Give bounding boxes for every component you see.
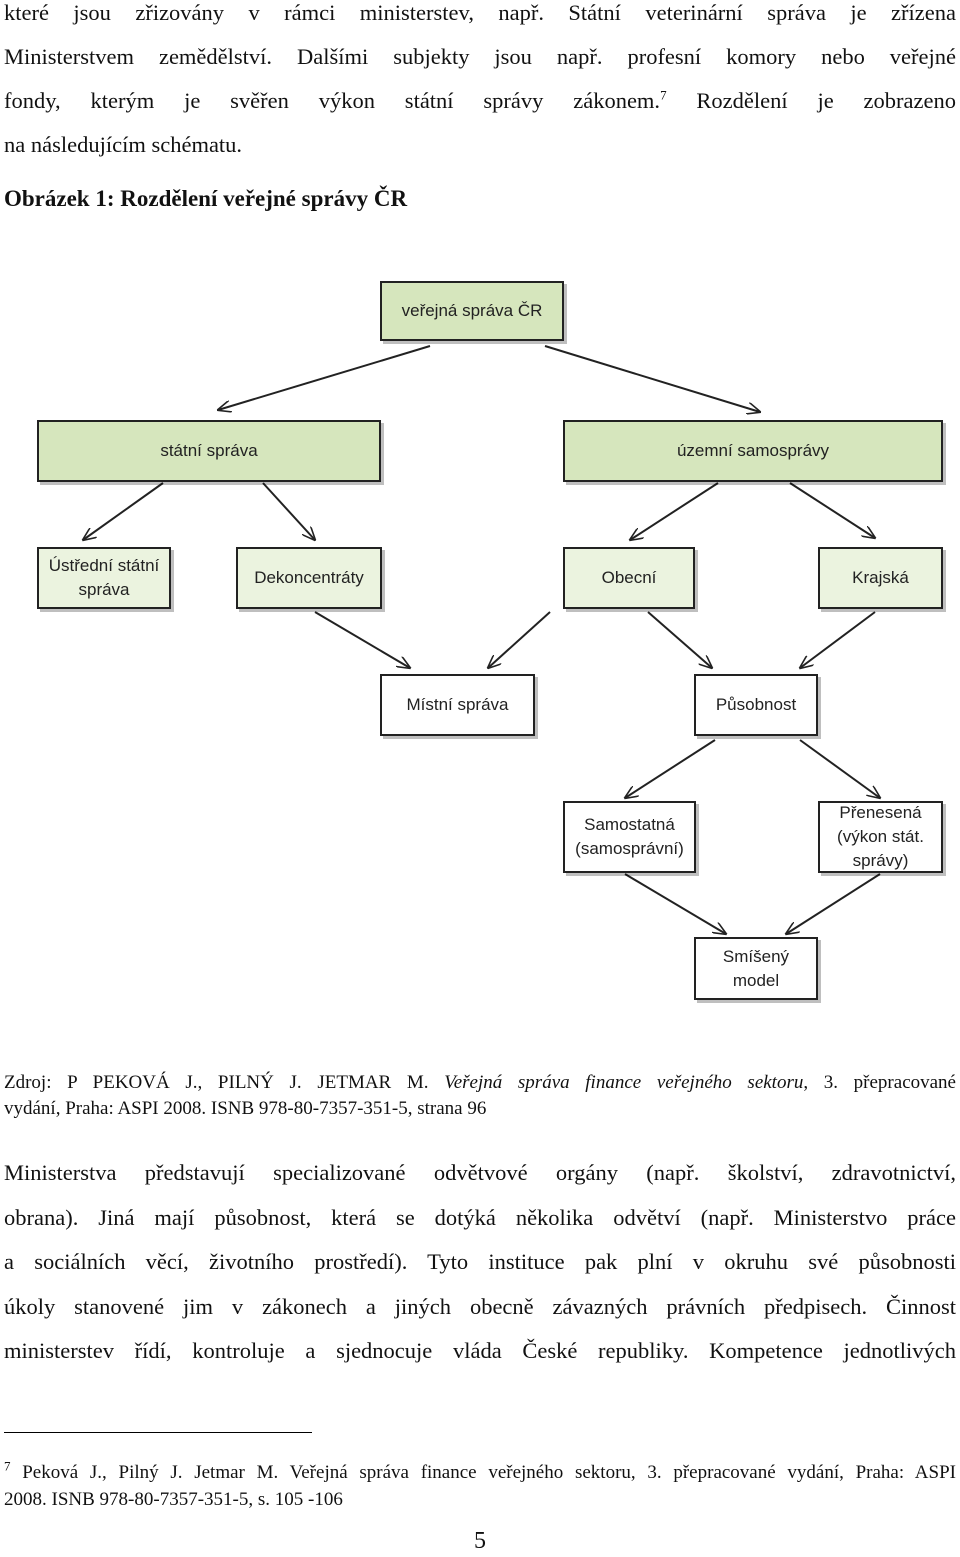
intro-line-2: Ministerstvem zemědělství. Dalšími subjekty jsou např. profesní komory nebo veřejné [4,44,956,69]
intro-line-3-text: fondy, kterým je svěřen výkon státní správy zákonem. [4,88,661,113]
body-line-5: ministerstev řídí, kontroluje a sjednocuje vláda České republiky. Kompetence jednotlivých [4,1338,956,1363]
footnote-line-1 [4,1459,956,1486]
node-territorial-self-government: územní samosprávy [563,420,943,482]
footnote-separator [4,1432,312,1433]
footnote [4,1459,956,1513]
arrow-scope-delegated [800,740,880,798]
arrow-state-central [83,483,163,540]
node-scope: Působnost [694,674,818,736]
arrow-municipal-local [488,612,550,668]
node-public-administration: veřejná správa ČR [380,281,564,341]
figure-caption: Obrázek 1: Rozdělení veřejné správy ČR [4,186,408,211]
arrow-territorial-regional [790,483,875,538]
intro-line-3 [4,88,956,114]
administration-diagram [0,270,960,1010]
source-suffix: , 3. přepracované [803,1072,956,1093]
arrow-scope-independent [625,740,715,798]
arrow-independent-mixed [625,874,726,934]
source-line-2: vydání, Praha: ASPI 2008. ISNB 978-80-7357-351-5, strana 96 [4,1098,487,1119]
footnote-ref[interactable]: 7 [660,87,667,103]
arrow-municipal-scope [648,612,712,668]
arrow-root-state [218,346,430,410]
intro-line-3-tail: Rozdělení je zobrazeno [666,88,956,113]
source-line-1 [4,1070,956,1096]
page-number: 5 [474,1528,486,1554]
node-local-administration: Místní správa [380,674,535,736]
arrow-state-deconcentrated [263,483,315,540]
intro-line-4: na následujícím schématu. [4,132,243,157]
node-delegated-scope: Přenesená (výkon stát. správy) [818,801,943,873]
arrow-delegated-mixed [786,874,880,934]
body-line-3: a sociálních věcí, životního prostředí). Tyto instituce pak plní v okruhu své působnosti [4,1249,956,1274]
node-independent-scope: Samostatná (samosprávní) [563,801,696,873]
node-deconcentrated: Dekoncentráty [236,547,382,609]
arrow-territorial-municipal [630,483,718,540]
diagram-arrows [0,270,960,1010]
body-line-1: Ministerstva představují specializované odvětvové orgány (např. školství, zdravotnictví, [4,1160,956,1185]
figure-source [4,1070,956,1122]
body-line-2: obrana). Jiná mají působnost, která se dotýká několika odvětví (např. Ministerstvo práce [4,1205,956,1230]
body-line-4: úkoly stanovené jim v zákonech a jiných obecně závazných právních předpisech. Činnost [4,1294,956,1319]
arrow-regional-scope [800,612,875,668]
node-regional: Krajská [818,547,943,609]
node-state-administration: státní správa [37,420,381,482]
node-central-state-administration: Ústřední státní správa [37,547,171,609]
arrow-root-territorial [545,346,760,412]
intro-line-1: které jsou zřizovány v rámci ministerstev, např. Státní veterinární správa je zřízena [4,0,956,25]
arrow-deconcentrated-local [315,612,410,668]
source-title: Veřejná správa finance veřejného sektoru [444,1072,804,1093]
footnote-text-1: Peková J., Pilný J. Jetmar M. Veřejná správa finance veřejného sektoru, 3. přepracované vydání, Praha: ASPI [10,1462,956,1483]
footnote-number: 7 [4,1458,11,1474]
footnote-line-2: 2008. ISNB 978-80-7357-351-5, s. 105 -106 [4,1489,343,1510]
node-municipal: Obecní [563,547,695,609]
node-mixed-model: Smíšený model [694,937,818,1000]
source-prefix: Zdroj: P PEKOVÁ J., PILNÝ J. JETMAR M. [4,1072,445,1093]
